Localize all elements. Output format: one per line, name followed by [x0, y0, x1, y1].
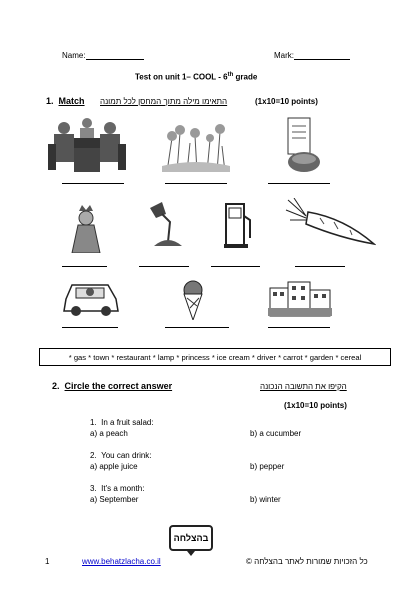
behatzlacha-logo: בהצלחה	[169, 525, 213, 551]
section2-hebrew-instruction: הקיפו את התשובה הנכונה	[260, 382, 347, 391]
carrot-picture	[284, 198, 376, 248]
q2-option-b[interactable]: b) pepper	[250, 462, 285, 471]
driver-car-picture	[62, 277, 120, 317]
answer-line[interactable]	[62, 327, 118, 328]
answer-line[interactable]	[268, 183, 330, 184]
q3-option-b[interactable]: b) winter	[250, 495, 281, 504]
logo-pointer	[187, 551, 195, 556]
q1-option-a[interactable]: a) a peach	[90, 429, 128, 438]
answer-line[interactable]	[62, 183, 124, 184]
q3-option-a[interactable]: a) September	[90, 495, 139, 504]
question-3: 3. It's a month:	[90, 484, 145, 493]
mark-label: Mark:	[274, 51, 294, 60]
q2-option-a[interactable]: a) apple juice	[90, 462, 138, 471]
section1-points: (1x10=10 points)	[255, 97, 318, 106]
question-1: 1. In a fruit salad:	[90, 418, 154, 427]
question-2: 2. You can drink:	[90, 451, 152, 460]
town-picture	[268, 278, 332, 318]
answer-line[interactable]	[295, 266, 345, 267]
q1-option-b[interactable]: b) a cucumber	[250, 429, 302, 438]
page-title: Test on unit 1– COOL - 6th grade	[135, 72, 258, 82]
word-bank: * gas * town * restaurant * lamp * princess * ice cream * driver * carrot * garden * cereal	[39, 348, 391, 366]
name-field[interactable]	[62, 50, 144, 60]
restaurant-picture	[48, 116, 126, 174]
page-number: 1	[45, 557, 50, 566]
section1-hebrew-instruction: התאימו מילה מתוך המחסן לכל תמונה	[100, 97, 228, 106]
answer-line[interactable]	[268, 327, 330, 328]
garden-picture	[162, 118, 230, 172]
copyright-text: כל הזכויות שמורות לאתר בהצלחה ©	[246, 557, 368, 566]
answer-line[interactable]	[165, 183, 227, 184]
website-link[interactable]: www.behatzlacha.co.il	[82, 557, 161, 566]
answer-line[interactable]	[165, 327, 229, 328]
ice-cream-picture	[178, 280, 208, 320]
gas-pump-picture	[222, 202, 256, 248]
answer-line[interactable]	[139, 266, 189, 267]
lamp-picture	[146, 200, 186, 248]
section2-points: (1x10=10 points)	[284, 401, 347, 410]
answer-line[interactable]	[62, 266, 107, 267]
salad-picture	[282, 116, 322, 174]
mark-field[interactable]	[274, 50, 350, 60]
princess-picture	[70, 205, 102, 253]
answer-line[interactable]	[211, 266, 260, 267]
name-label: Name:	[62, 51, 86, 60]
section1-heading: 1. Match	[46, 96, 85, 106]
section2-heading: 2. Circle the correct answer	[52, 381, 173, 391]
